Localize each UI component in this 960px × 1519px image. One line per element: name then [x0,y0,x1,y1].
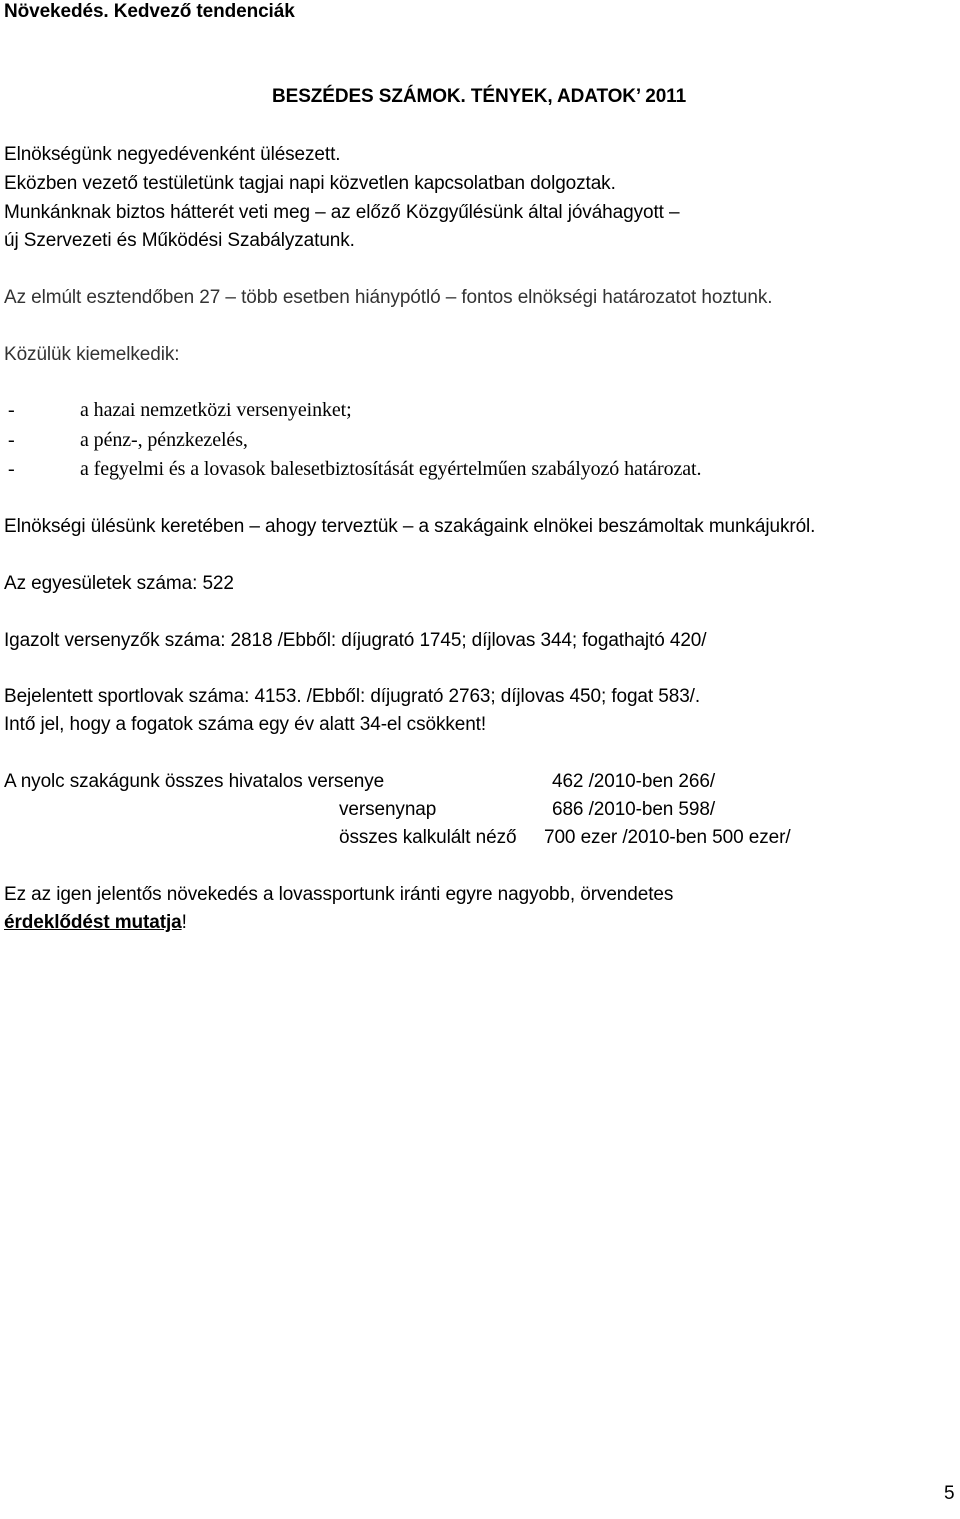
spectators-label: összes kalkulált néző [339,827,517,848]
highlight-intro: Közülük kiemelkedik: [4,344,180,365]
conclusion-line-2 [4,911,187,935]
spectators-value: 700 ezer /2010-ben 500 ezer/ [544,827,791,848]
intro-line-3: Munkánknak biztos hátterét veti meg – az előző Közgyűlésünk által jóváhagyott – [4,202,680,223]
meetings-text: Elnökségi ülésünk keretében – ahogy terveztük – a szakágaink elnökei beszámoltak munkájukról. [4,516,816,537]
competitions-label: A nyolc szakágunk összes hivatalos versenye [4,771,385,792]
section-title: Növekedés. Kedvező tendenciák [4,1,295,22]
conclusion-end: ! [181,912,187,933]
race-days-label: versenynap [339,799,437,820]
conclusion-emphasis: érdeklődést mutatja [4,912,182,933]
intro-line-2: Eközben vezető testületünk tagjai napi közvetlen kapcsolatban dolgoztak. [4,173,616,194]
competitors-count: Igazolt versenyzők száma: 2818 /Ebből: díjugrató 1745; díjlovas 344; fogathajtó 420/ [4,630,707,651]
page-number: 5 [944,1483,955,1504]
warning-text: Intő jel, hogy a fogatok száma egy év alatt 34-el csökkent! [4,714,487,735]
intro-line-4: új Szervezeti és Működési Szabályzatunk. [4,230,355,251]
bullet-text: a fegyelmi és a lovasok balesetbiztosítását egyértelműen szabályozó határozat. [80,458,702,480]
competitions-value: 462 /2010-ben 266/ [552,771,716,792]
intro-line-1: Elnökségünk negyedévenként ülésezett. [4,144,341,165]
clubs-count: Az egyesületek száma: 522 [4,573,234,594]
main-title: BESZÉDES SZÁMOK. TÉNYEK, ADATOK’ 2011 [272,86,687,107]
decisions-text: Az elmúlt esztendőben 27 – több esetben hiánypótló – fontos elnökségi határozatot hoztunk. [4,287,773,308]
bullet-dash: - [8,458,15,480]
bullet-text: a hazai nemzetközi versenyeinket; [80,399,352,421]
bullet-dash: - [8,429,15,451]
bullet-dash: - [8,399,15,421]
bullet-text: a pénz-, pénzkezelés, [80,429,248,451]
conclusion-line-1: Ez az igen jelentős növekedés a lovassportunk iránti egyre nagyobb, örvendetes [4,884,674,905]
race-days-value: 686 /2010-ben 598/ [552,799,716,820]
horses-count: Bejelentett sportlovak száma: 4153. /Ebből: díjugrató 2763; díjlovas 450; fogat 583/. [4,686,701,707]
